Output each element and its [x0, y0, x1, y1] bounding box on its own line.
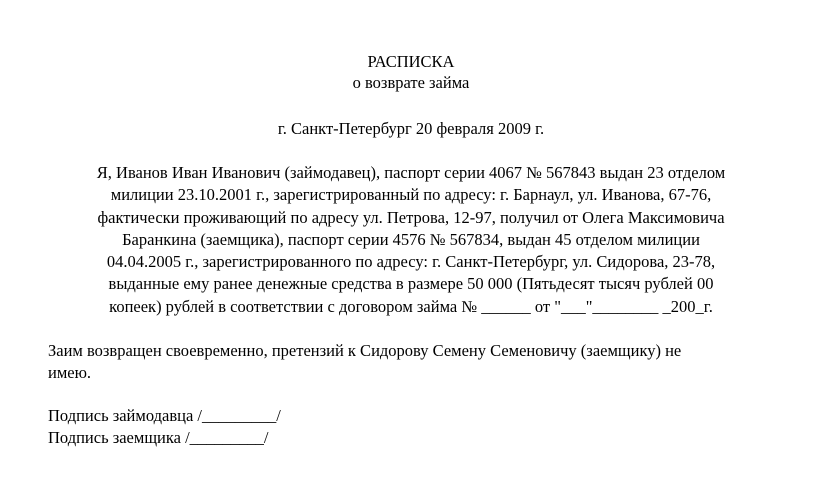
- body-line: выданные ему ранее денежные средства в размере 50 000 (Пятьдесят тысяч рублей 00: [108, 274, 714, 294]
- return-statement: [48, 340, 788, 384]
- body-line: фактически проживающий по адресу ул. Петрова, 12-97, получил от Олега Максимовича: [97, 207, 725, 227]
- return-line: имею.: [48, 363, 92, 382]
- document-title: РАСПИСКА: [367, 52, 455, 71]
- borrower-signature-line: Подпись заемщика /_________/: [48, 428, 269, 447]
- body-line: 04.04.2005 г., зарегистрированного по адресу: г. Санкт-Петербург, ул. Сидорова, 23-78,: [106, 252, 716, 272]
- body-line: копеек) рублей в соответствии с договором займа № ______ от "___"________ _200_г.: [109, 296, 713, 316]
- body-line: Я, Иванов Иван Иванович (займодавец), паспорт серии 4067 № 567843 выдан 23 отделом: [96, 163, 726, 182]
- receipt-body: [50, 162, 772, 318]
- place-and-date: г. Санкт-Петербург 20 февраля 2009 г.: [277, 119, 545, 138]
- body-line: Баранкина (заемщика), паспорт серии 4576 № 567834, выдан 45 отделом милиции: [122, 229, 700, 249]
- body-line: милиции 23.10.2001 г., зарегистрированный по адресу: г. Барнаул, ул. Иванова, 67-76,: [110, 185, 712, 205]
- lender-signature-line: Подпись займодавца /_________/: [48, 406, 281, 425]
- document-subtitle: о возврате займа: [352, 73, 470, 92]
- return-line: Заим возвращен своевременно, претензий к Сидорову Семену Семеновичу (заемщику) не: [48, 341, 682, 360]
